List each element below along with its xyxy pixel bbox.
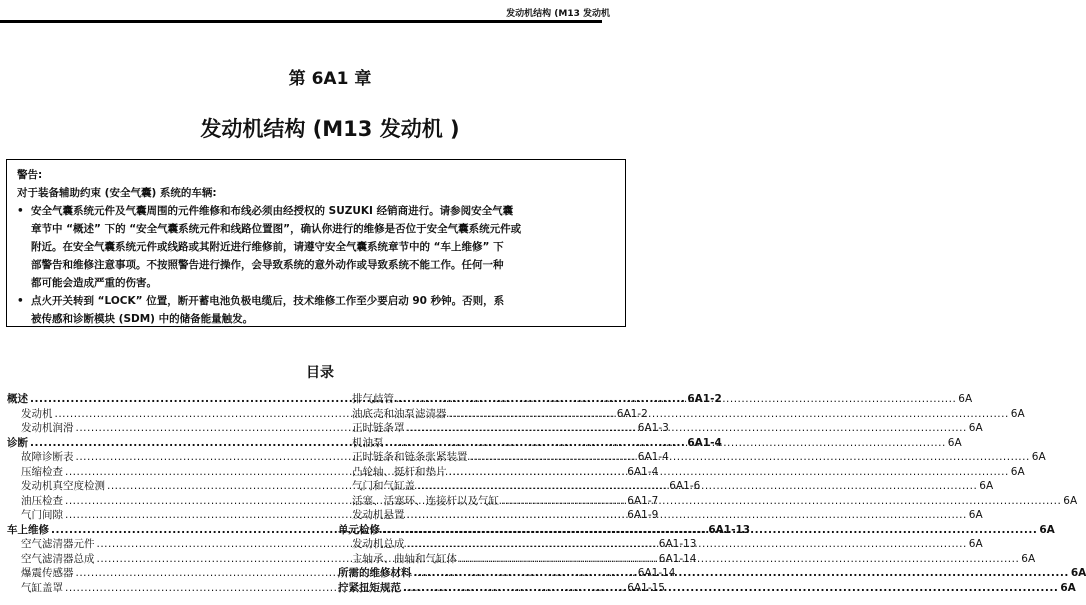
warning-label: 警告: bbox=[17, 169, 43, 181]
toc-entry-label: 发动机润滑 bbox=[21, 422, 74, 434]
toc-entry-page: 6A bbox=[1070, 567, 1086, 579]
warning-list bbox=[17, 202, 625, 328]
toc-dot-leader bbox=[417, 479, 977, 494]
toc-entry-page: 6A bbox=[947, 436, 962, 449]
toc-entry-page: 6A1-14 bbox=[658, 552, 697, 565]
toc-entry-label: 压缩检查 bbox=[21, 465, 63, 478]
warning-bullet bbox=[17, 202, 625, 292]
toc-entry-label: 气门和气缸盖 bbox=[352, 480, 415, 492]
toc-entry-page: 6A1-4 bbox=[687, 436, 722, 449]
toc-entry-page: 6A bbox=[1060, 581, 1076, 594]
toc-entry-label: 爆震传感器 bbox=[21, 567, 74, 579]
toc-entry-page: 6A1-2 bbox=[687, 393, 722, 405]
toc-heading: 目录 bbox=[306, 365, 334, 381]
toc-entry-page: 6A bbox=[1063, 494, 1078, 507]
toc-dot-leader bbox=[403, 581, 1058, 596]
toc-entry-page: 6A1-3 bbox=[637, 422, 669, 434]
toc-dot-leader bbox=[470, 450, 1030, 465]
warning-line: • 点火开关转到 “LOCK” 位置，断开蓄电池负极电缆后，技术维修工作至少要启动 90 秒钟。否则，系 bbox=[31, 295, 505, 307]
toc-entry-label: 发动机悬置 bbox=[352, 509, 405, 521]
toc-entry-page: 6A bbox=[968, 538, 983, 550]
running-header: 发动机结构 (M13 发动机 bbox=[506, 9, 610, 19]
toc-dot-leader bbox=[386, 436, 946, 451]
toc-entry-label: 发动机 bbox=[21, 407, 53, 420]
toc-entry-label: 气缸盖罩 bbox=[21, 581, 63, 594]
toc-entry-label: 单元检修 bbox=[338, 523, 380, 536]
page-title: 发动机结构 (M13 发动机 ) bbox=[200, 117, 460, 141]
toc-dot-leader bbox=[407, 508, 967, 523]
toc-entry-label: 发动机总成 bbox=[352, 538, 405, 550]
chapter-number: 第 6A1 章 bbox=[288, 69, 372, 89]
toc-entry-page: 6A bbox=[968, 509, 983, 521]
warning-line: 部警告和维修注意事项。不按照警告进行操作，会导致系统的意外动作或导致系统不能工作。任何一种 bbox=[31, 259, 504, 271]
toc-entry-label: 活塞、活塞环、连接杆以及气缸 bbox=[352, 494, 499, 507]
warning-line: 章节中 “概述” 下的 “安全气囊系统元件和线路位置图”，确认你进行的维修是否位于安全气囊系统元件或 bbox=[31, 223, 522, 235]
toc-entry-label: 正时链条罩 bbox=[352, 422, 405, 434]
toc-entry-page: 6A1-9 bbox=[627, 509, 659, 521]
toc-entry-page: 6A1-6 bbox=[669, 480, 701, 492]
toc-entry-label: 所需的维修材料 bbox=[338, 567, 412, 579]
toc-entry-label: 油底壳和油泵滤清器 bbox=[352, 407, 447, 420]
warning-intro: 对于装备辅助约束 (安全气囊) 系统的车辆: bbox=[17, 187, 217, 199]
toc-entry-label: 空气滤清器元件 bbox=[21, 538, 95, 550]
toc-entry-label: 拧紧扭矩规范 bbox=[338, 581, 401, 594]
toc-entry-label: 空气滤清器总成 bbox=[21, 552, 95, 565]
toc-entry-label: 正时链条和链条张紧装置 bbox=[352, 451, 468, 463]
toc-dot-leader bbox=[501, 494, 1061, 509]
toc-entry-label: 气门间隙 bbox=[21, 509, 63, 521]
warning-line: • 安全气囊系统元件及气囊周围的元件维修和布线必须由经授权的 SUZUKI 经销商进行。请参阅安全气囊 bbox=[31, 205, 514, 217]
toc-dot-leader bbox=[407, 537, 967, 552]
toc-entry-page: 6A1-7 bbox=[627, 494, 659, 507]
toc-entry-page: 6A1-15 bbox=[627, 581, 665, 594]
toc-entry-page: 6A1-4 bbox=[627, 465, 659, 478]
toc-entry-page: 6A bbox=[1039, 523, 1055, 536]
toc-entry-page: 6A1-2 bbox=[616, 407, 648, 420]
toc-entry-page: 6A1-13 bbox=[708, 523, 751, 536]
toc-entry-page: 6A1-14 bbox=[637, 567, 676, 579]
warning-line: 被传感和诊断模块 (SDM) 中的储备能量触发。 bbox=[31, 313, 254, 325]
toc-entry-page: 6A bbox=[1031, 451, 1046, 463]
warning-line: 都可能会造成严重的伤害。 bbox=[31, 277, 157, 289]
warning-box bbox=[6, 159, 626, 327]
toc-entry-label: 凸轮轴、挺杆和垫片 bbox=[352, 465, 447, 478]
toc-entry-page: 6A1-13 bbox=[658, 538, 697, 550]
toc-dot-leader bbox=[407, 421, 967, 436]
toc-entry-label: 故障诊断表 bbox=[21, 451, 74, 463]
toc-entry-label: 主轴承、曲轴和气缸体 bbox=[352, 552, 457, 565]
toc-entry-page: 6A bbox=[979, 480, 994, 492]
toc-entry-page: 6A bbox=[958, 393, 973, 405]
toc-entry-label: 诊断 bbox=[7, 436, 28, 449]
toc-entry-label: 车上维修 bbox=[7, 523, 49, 536]
toc-entry-label: 概述 bbox=[7, 393, 28, 405]
toc-entry-page: 6A bbox=[1010, 407, 1025, 420]
toc-entry-label: 机油泵 bbox=[352, 436, 384, 449]
toc-entry-page: 6A bbox=[1021, 552, 1036, 565]
toc-entry-page: 6A bbox=[968, 422, 983, 434]
toc-dot-leader bbox=[396, 392, 956, 407]
header-rule bbox=[0, 20, 602, 23]
warning-bullet bbox=[17, 292, 625, 328]
toc-dot-leader bbox=[449, 465, 1009, 480]
toc-dot-leader bbox=[414, 566, 1069, 581]
toc-dot-leader bbox=[459, 552, 1019, 567]
warning-line: 附近。在安全气囊系统元件或线路或其附近进行维修前，请遵守安全气囊系统章节中的 “车上维修” 下 bbox=[31, 241, 504, 253]
toc-entry-label: 发动机真空度检测 bbox=[21, 480, 105, 492]
toc-entry-page: 6A1-4 bbox=[637, 451, 669, 463]
toc-dot-leader bbox=[382, 523, 1037, 538]
toc-entry-label: 油压检查 bbox=[21, 494, 63, 507]
toc-dot-leader bbox=[449, 407, 1009, 422]
toc-entry-label: 排气歧管 bbox=[352, 393, 394, 405]
toc-entry-page: 6A bbox=[1010, 465, 1025, 478]
